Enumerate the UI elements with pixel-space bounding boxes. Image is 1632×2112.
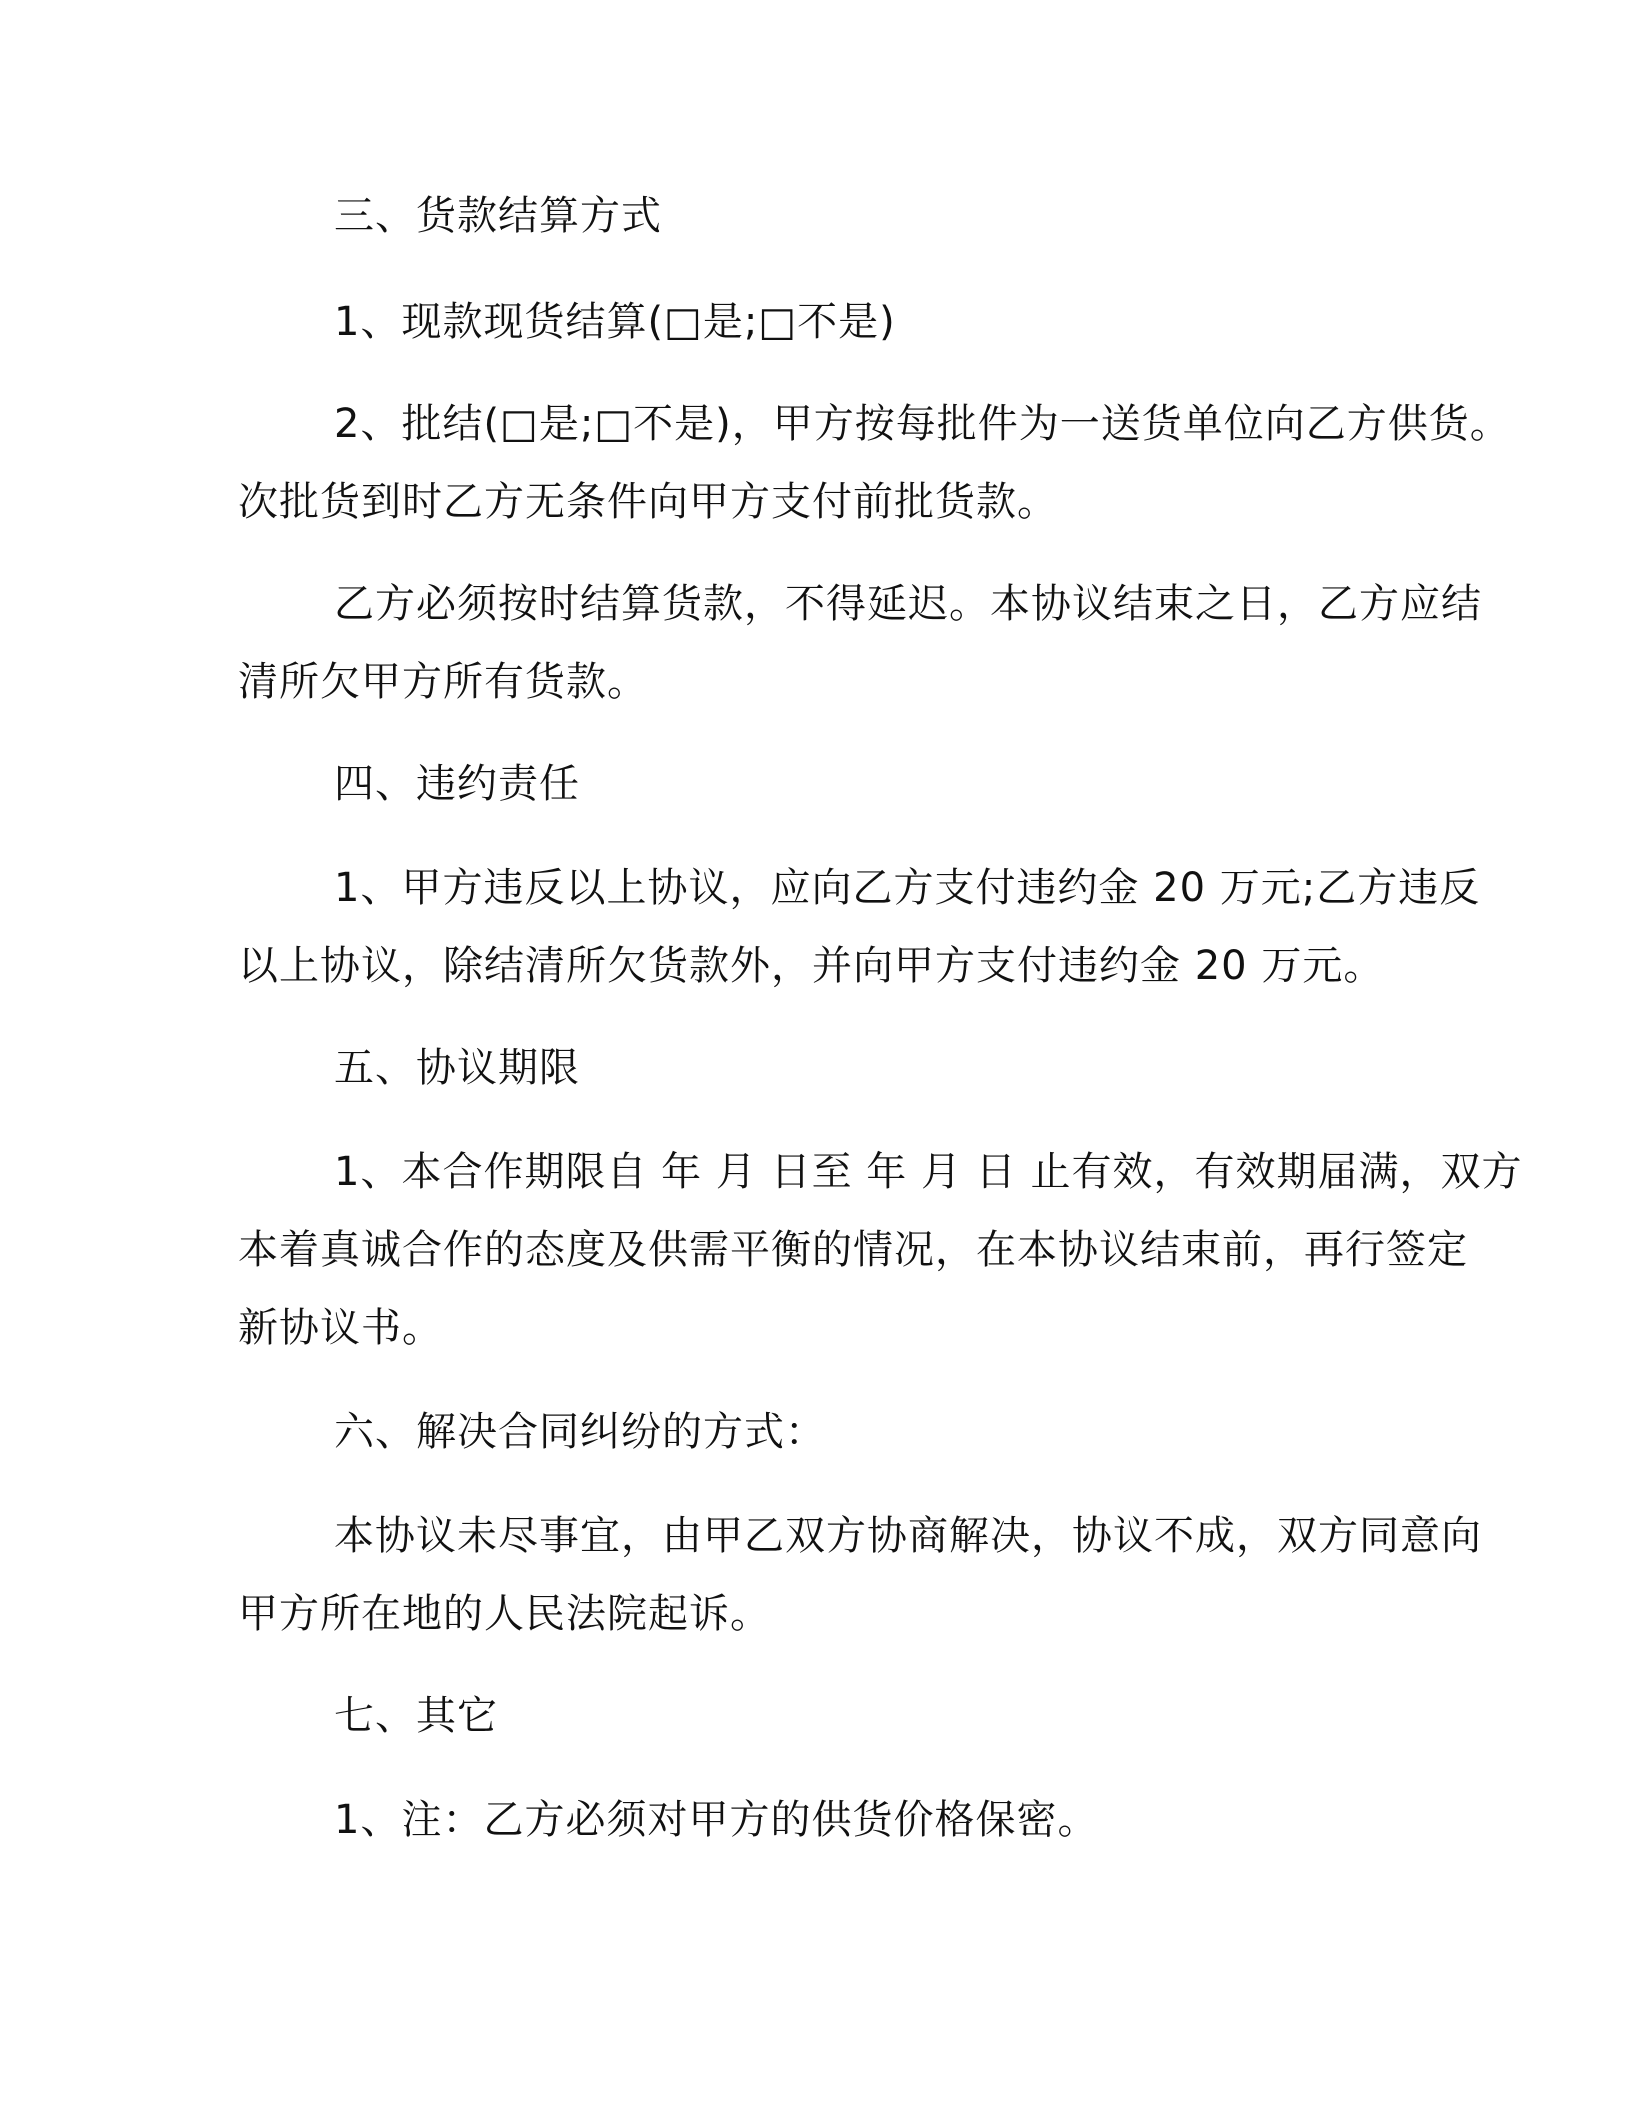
paragraph-line: 1、本合作期限自 年 月 日至 年 月 日 止有效，有效期届满，双方	[334, 1149, 1523, 1195]
paragraph-line: 1、注：乙方必须对甲方的供货价格保密。	[334, 1797, 1099, 1843]
paragraph-line: 本着真诚合作的态度及供需平衡的情况，在本协议结束前，再行签定	[238, 1227, 1468, 1273]
section-heading: 七、其它	[334, 1693, 498, 1739]
paragraph-line: 2、批结(□是;□不是)，甲方按每批件为一送货单位向乙方供货。	[334, 401, 1511, 447]
paragraph-line: 新协议书。	[238, 1305, 443, 1351]
section-heading: 四、违约责任	[334, 761, 580, 807]
paragraph-line: 本协议未尽事宜，由甲乙双方协商解决，协议不成，双方同意向	[334, 1513, 1482, 1559]
paragraph-line: 清所欠甲方所有货款。	[238, 659, 648, 705]
paragraph-line: 以上协议，除结清所欠货款外，并向甲方支付违约金 20 万元。	[238, 943, 1385, 989]
paragraph-line: 1、甲方违反以上协议，应向乙方支付违约金 20 万元;乙方违反	[334, 865, 1481, 911]
paragraph-line: 次批货到时乙方无条件向甲方支付前批货款。	[238, 479, 1058, 525]
section-heading: 六、解决合同纠纷的方式：	[334, 1409, 826, 1455]
paragraph-line: 1、现款现货结算(□是;□不是)	[334, 299, 896, 345]
section-heading: 三、货款结算方式	[334, 193, 662, 239]
section-heading: 五、协议期限	[334, 1045, 580, 1091]
paragraph-line: 乙方必须按时结算货款，不得延迟。本协议结束之日，乙方应结	[334, 581, 1482, 627]
paragraph-line: 甲方所在地的人民法院起诉。	[238, 1591, 771, 1637]
